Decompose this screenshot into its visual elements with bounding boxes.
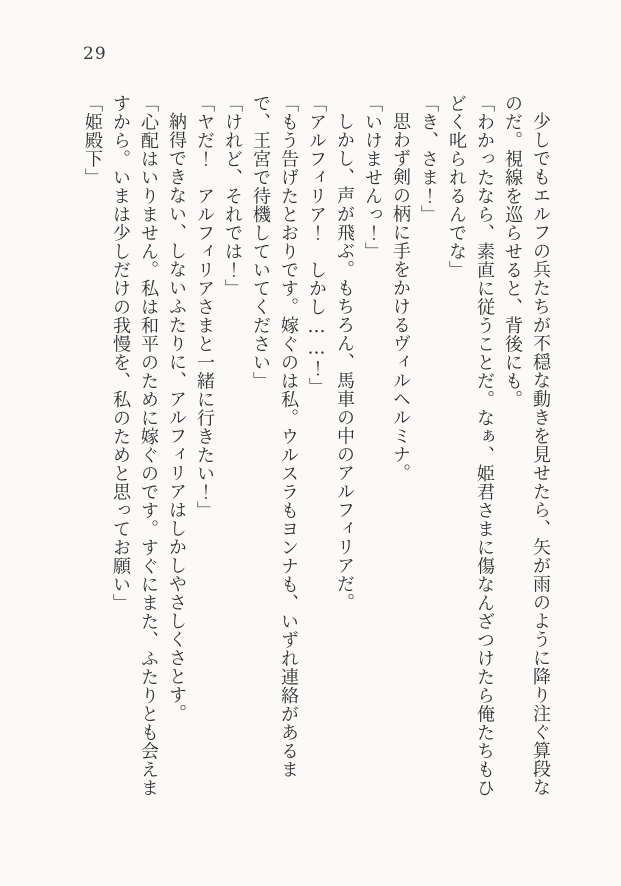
paragraph: 「姫殿下」 — [82, 94, 103, 187]
paragraph: 少しでもエルフの兵たちが不穏な動きを見せたら、矢が雨のように降り注ぐ算段なのだ。視線を巡らせると、背後にも。 — [502, 94, 551, 797]
paragraph: 「アルフィリア！ しかし……！」 — [306, 94, 327, 396]
paragraph: 「き、さま！」 — [418, 94, 439, 224]
paragraph: 思わず剣の柄に手をかけるヴィルヘルミナ。 — [390, 112, 411, 482]
paragraph: 「ヤだ！ アルフィリアさまと一緒に行きたい！」 — [194, 94, 215, 520]
paragraph: 「けれど、それでは！」 — [222, 94, 243, 298]
paragraph: 「いけませんっ！」 — [362, 94, 383, 261]
paragraph: 「心配はいりません。私は和平のために嫁ぐのです。すぐにまた、ふたりとも会えますから。いまは少しだけの我慢を、私のためと思ってお願い」 — [110, 94, 159, 797]
paragraph: 納得できない、しないふたりに、アルフィリアはしかしやさしくさとす。 — [166, 112, 187, 723]
paragraph: 「わかったなら、素直に従うことだ。なぁ、姫君さまに傷なんざつけたら俺たちもひどく叱られるんでな」 — [446, 94, 495, 797]
text-block — [78, 94, 554, 800]
page-number: 29 — [83, 44, 107, 64]
paragraph: 「もう告げたとおりです。嫁ぐのは私。ウルスラもヨンナも、いずれ連絡があるまで、王宮で待機していてください」 — [250, 94, 299, 779]
paragraph: しかし、声が飛ぶ。もちろん、馬車の中のアルフィリアだ。 — [334, 112, 355, 612]
